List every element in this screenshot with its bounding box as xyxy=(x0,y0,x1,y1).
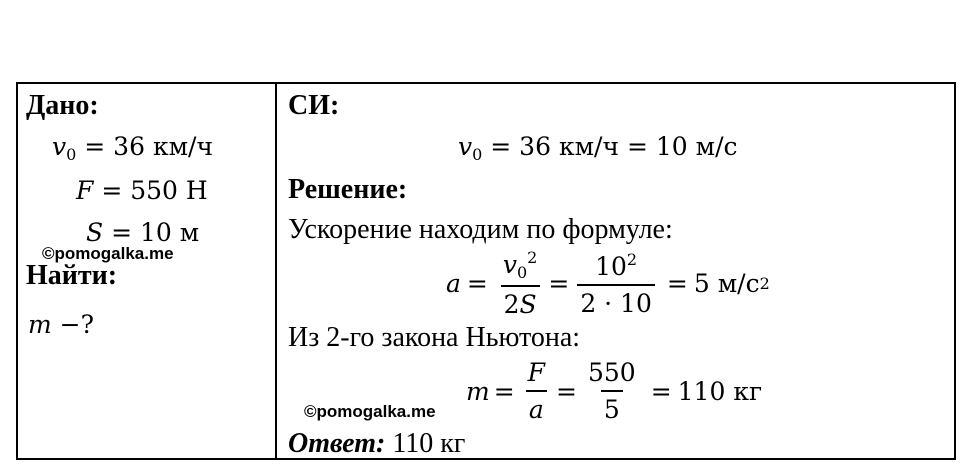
answer-label: Ответ: xyxy=(288,428,386,459)
v0-subscript: 0 xyxy=(66,145,77,164)
acceleration-formula xyxy=(446,248,770,319)
si-v0-unit: км/ч xyxy=(558,132,620,161)
find-line xyxy=(28,310,94,339)
fraction-f-over-a xyxy=(525,358,548,424)
denominator-value: 5 xyxy=(601,390,623,424)
square-exponent: 2 xyxy=(626,249,638,269)
distance-value: 10 xyxy=(140,218,172,247)
force-value: 550 xyxy=(130,176,178,205)
equals-sign: = xyxy=(666,269,688,298)
denominator-coefficient: 2 xyxy=(503,290,520,319)
numerator-value: 550 xyxy=(587,358,636,387)
mass-formula xyxy=(466,358,762,424)
unit-exponent: 2 xyxy=(759,274,770,293)
numerator-base: 10 xyxy=(595,251,627,281)
acceleration-unit: м/с xyxy=(717,269,760,298)
si-heading: СИ: xyxy=(288,90,340,121)
fraction-numeric xyxy=(577,250,655,318)
find-question: −? xyxy=(59,310,95,339)
v0-subscript: 0 xyxy=(516,263,528,282)
si-v0-value: 36 xyxy=(519,132,551,161)
column-divider xyxy=(275,84,277,458)
solution-table xyxy=(16,82,956,460)
square-exponent: 2 xyxy=(527,248,538,267)
v0-value: 36 xyxy=(113,132,145,161)
solution-line-acceleration: Ускорение находим по формуле: xyxy=(288,214,673,245)
given-distance-line xyxy=(86,218,199,247)
si-v0-converted-value: 10 xyxy=(655,132,688,161)
force-symbol: F xyxy=(527,358,546,387)
v0-symbol: v xyxy=(458,132,473,161)
v0-symbol: v xyxy=(52,132,67,161)
distance-symbol: S xyxy=(519,290,537,319)
solution-line-newton: Из 2-го закона Ньютона: xyxy=(288,322,581,353)
mass-value: 110 xyxy=(677,376,726,406)
force-symbol: F xyxy=(76,176,94,205)
equals-sign: = xyxy=(548,269,570,298)
equals-sign: = xyxy=(84,132,106,161)
given-force-line xyxy=(76,176,208,205)
distance-unit: м xyxy=(179,218,200,247)
equals-sign: = xyxy=(101,176,123,205)
acceleration-value: 5 xyxy=(693,269,710,298)
force-unit: Н xyxy=(185,176,208,205)
mass-unit: кг xyxy=(733,376,763,406)
equals-sign: = xyxy=(626,132,648,161)
acceleration-symbol: a xyxy=(446,269,461,298)
equals-sign: = xyxy=(466,269,488,298)
equals-sign: = xyxy=(490,132,512,161)
given-v0-line xyxy=(52,132,213,164)
equals-sign: = xyxy=(111,218,133,247)
answer-value: 110 кг xyxy=(392,428,466,459)
mass-symbol: m xyxy=(28,310,52,339)
v0-symbol: v xyxy=(502,250,517,279)
acceleration-symbol: a xyxy=(526,390,547,424)
equals-sign: = xyxy=(556,376,577,406)
watermark: ©pomogalka.me xyxy=(304,402,436,421)
solution-heading: Решение: xyxy=(288,174,408,205)
denominator-product: 2 · 10 xyxy=(577,284,655,318)
fraction-550-over-5 xyxy=(585,358,639,424)
distance-symbol: S xyxy=(86,218,104,247)
si-v0-converted-unit: м/с xyxy=(695,132,738,161)
si-v0-line xyxy=(458,132,738,164)
mass-symbol: m xyxy=(466,376,490,406)
v0-subscript: 0 xyxy=(472,145,483,164)
equals-sign: = xyxy=(493,376,515,406)
watermark: ©pomogalka.me xyxy=(42,244,174,263)
fraction-v0-squared-over-2s xyxy=(500,248,541,319)
find-heading: Найти: xyxy=(26,260,118,291)
given-heading: Дано: xyxy=(26,90,99,121)
answer-line xyxy=(288,428,465,460)
equals-sign: = xyxy=(650,376,672,406)
v0-unit: км/ч xyxy=(152,132,214,161)
